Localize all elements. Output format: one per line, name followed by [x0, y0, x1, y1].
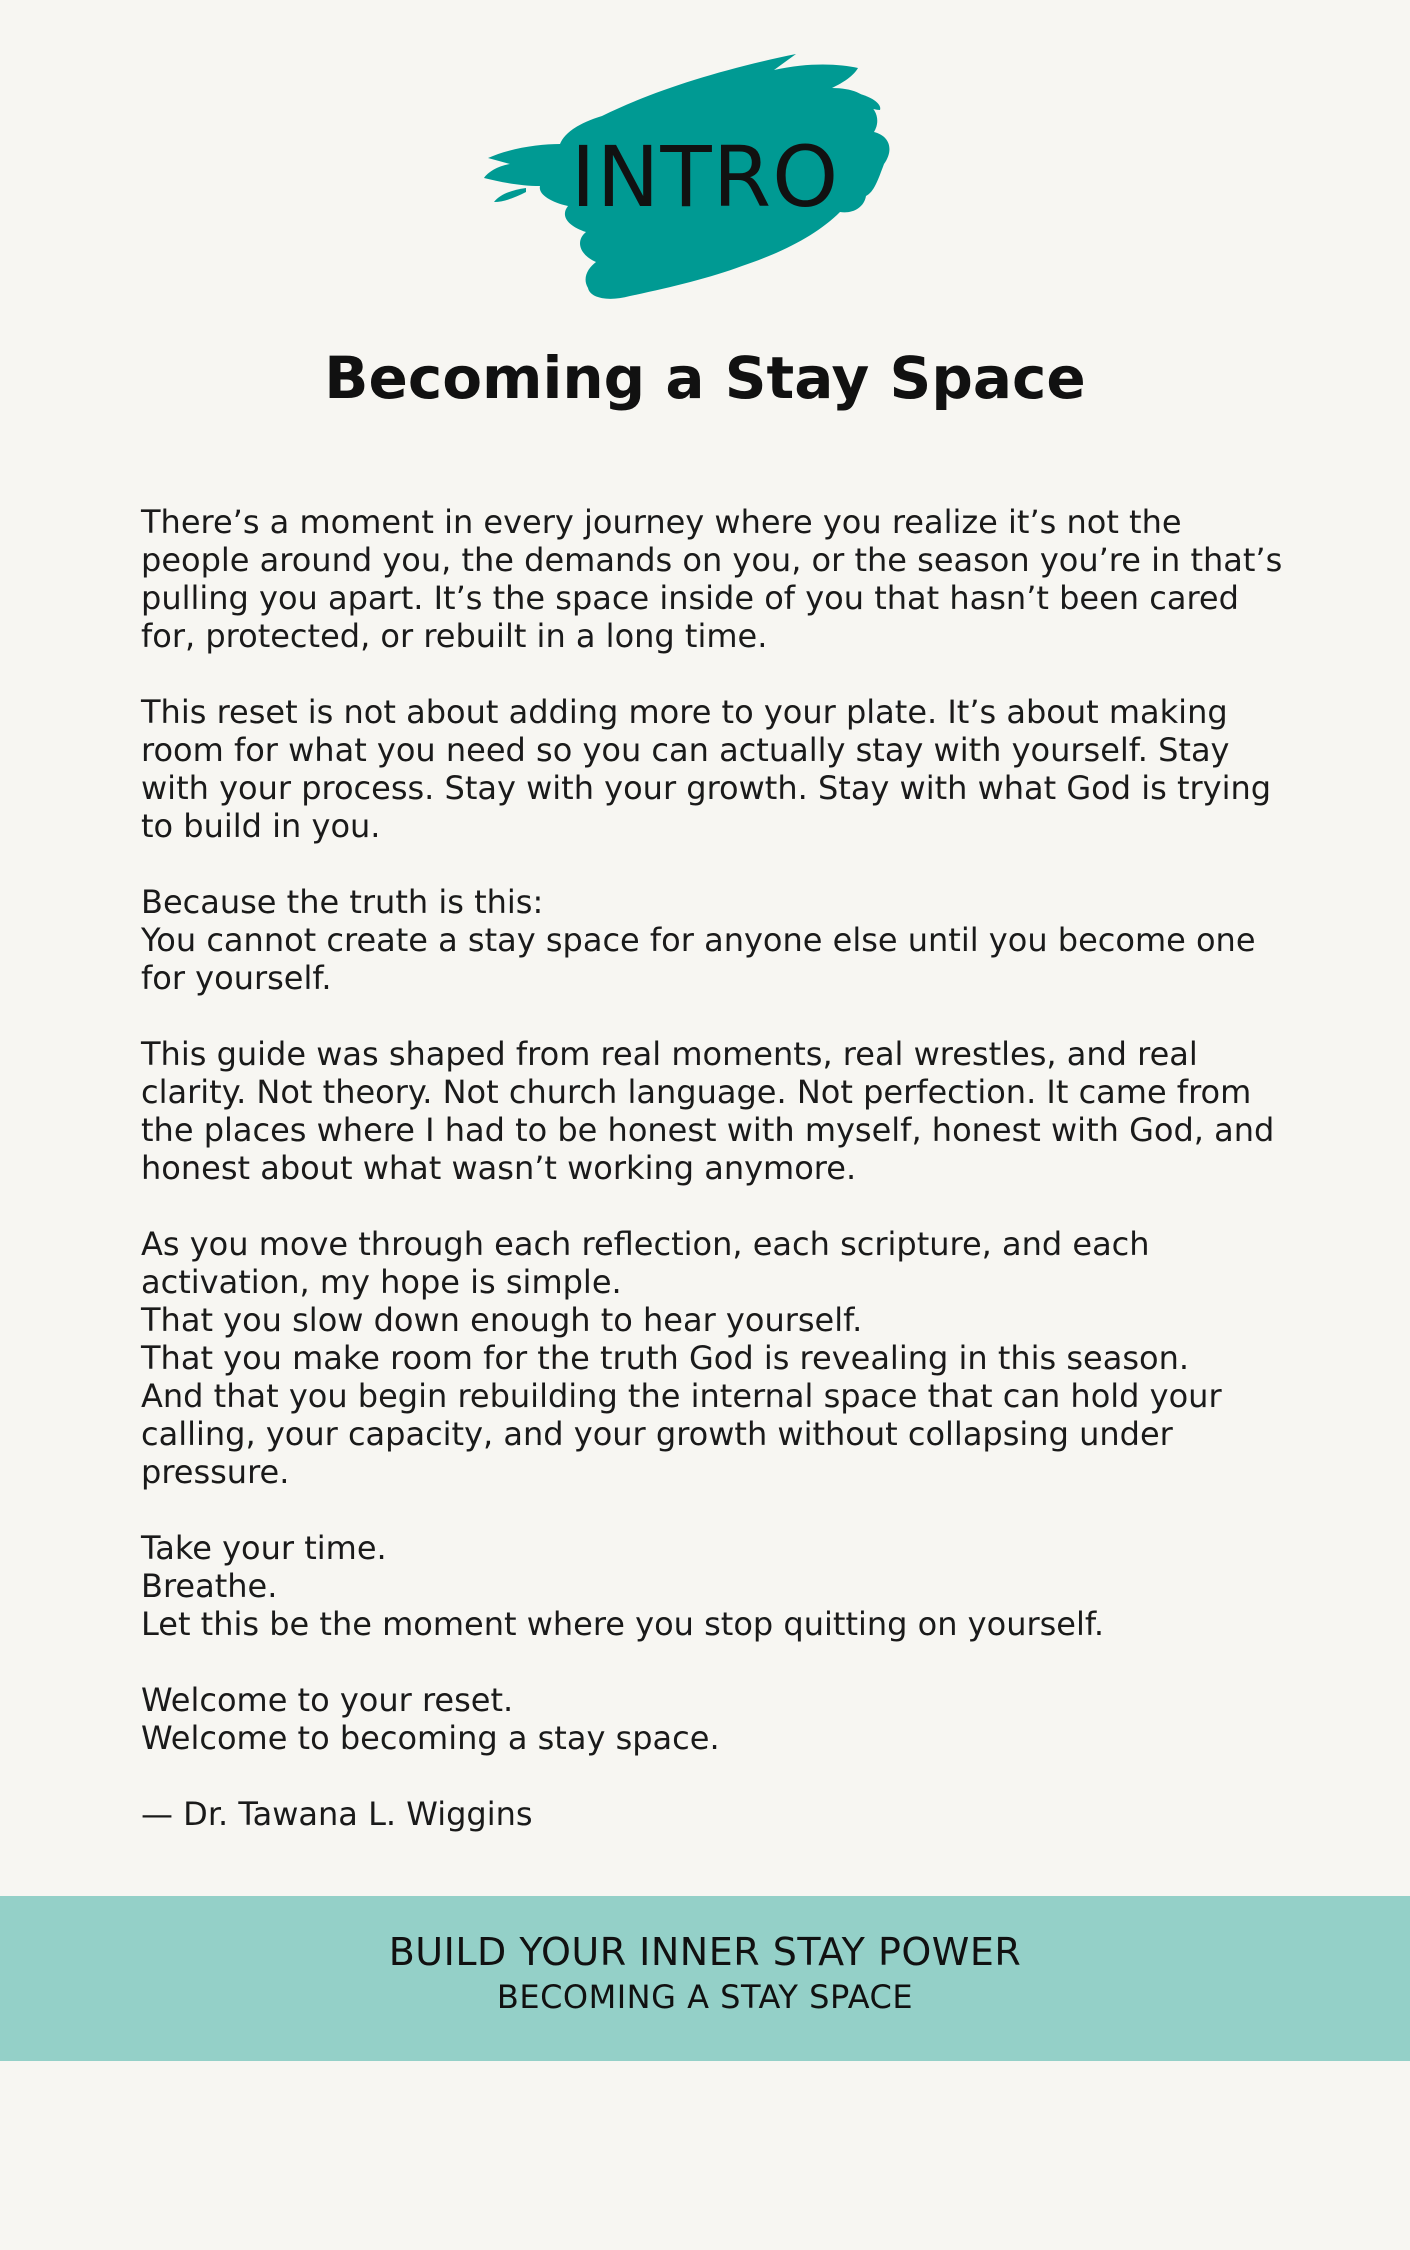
author-signature [141, 1795, 1281, 1833]
paragraph-reset [141, 693, 1281, 845]
intro-label: INTRO [570, 128, 840, 226]
text-line: for yourself. [141, 959, 332, 997]
text-line: As you move through each reflection, each scripture, and each [141, 1225, 1150, 1263]
paragraph-truth [141, 883, 1281, 997]
paragraph-hope [141, 1225, 1281, 1491]
paragraph-welcome [141, 1681, 1281, 1757]
text-line: Welcome to becoming a stay space. [141, 1719, 720, 1757]
text-line: with your process. Stay with your growth. Stay with what God is trying [141, 769, 1272, 807]
text-line: That you make room for the truth God is revealing in this season. [141, 1339, 1190, 1377]
text-line: This reset is not about adding more to your plate. It’s about making [141, 693, 1228, 731]
page-title: Becoming a Stay Space [324, 344, 1086, 412]
intro-body [141, 503, 1281, 1871]
text-line: pressure. [141, 1453, 290, 1491]
intro-badge [480, 40, 930, 340]
paragraph-breathe [141, 1529, 1281, 1643]
text-line: to build in you. [141, 807, 381, 845]
footer-subtitle: BECOMING A STAY SPACE [496, 1978, 914, 2016]
text-line: people around you, the demands on you, or the season you’re in that’s [141, 541, 1283, 579]
text-line: activation, my hope is simple. [141, 1263, 622, 1301]
text-line: Breathe. [141, 1567, 278, 1605]
footer-band [0, 1896, 1410, 2061]
text-line: calling, your capacity, and your growth without collapsing under [141, 1415, 1173, 1453]
paragraph-guide [141, 1035, 1281, 1187]
text-line: Because the truth is this: [141, 883, 544, 921]
text-line: the places where I had to be honest with myself, honest with God, and [141, 1111, 1275, 1149]
text-line: clarity. Not theory. Not church language. Not perfection. It came from [141, 1073, 1252, 1111]
text-line: There’s a moment in every journey where you realize it’s not the [141, 503, 1182, 541]
text-line: Let this be the moment where you stop quitting on yourself. [141, 1605, 1104, 1643]
paragraph-moment [141, 503, 1281, 655]
text-line: And that you begin rebuilding the internal space that can hold your [141, 1377, 1222, 1415]
text-line: Take your time. [141, 1529, 387, 1567]
text-line: pulling you apart. It’s the space inside of you that hasn’t been cared [141, 579, 1239, 617]
text-line: for, protected, or rebuilt in a long time. [141, 617, 768, 655]
footer-title: BUILD YOUR INNER STAY POWER [388, 1930, 1022, 1974]
text-line: You cannot create a stay space for anyone else until you become one [141, 921, 1256, 959]
text-line: Welcome to your reset. [141, 1681, 514, 1719]
author-name: — Dr. Tawana L. Wiggins [141, 1795, 533, 1833]
text-line: This guide was shaped from real moments, real wrestles, and real [141, 1035, 1198, 1073]
text-line: room for what you need so you can actually stay with yourself. Stay [141, 731, 1230, 769]
text-line: honest about what wasn’t working anymore. [141, 1149, 857, 1187]
text-line: That you slow down enough to hear yourself. [141, 1301, 863, 1339]
